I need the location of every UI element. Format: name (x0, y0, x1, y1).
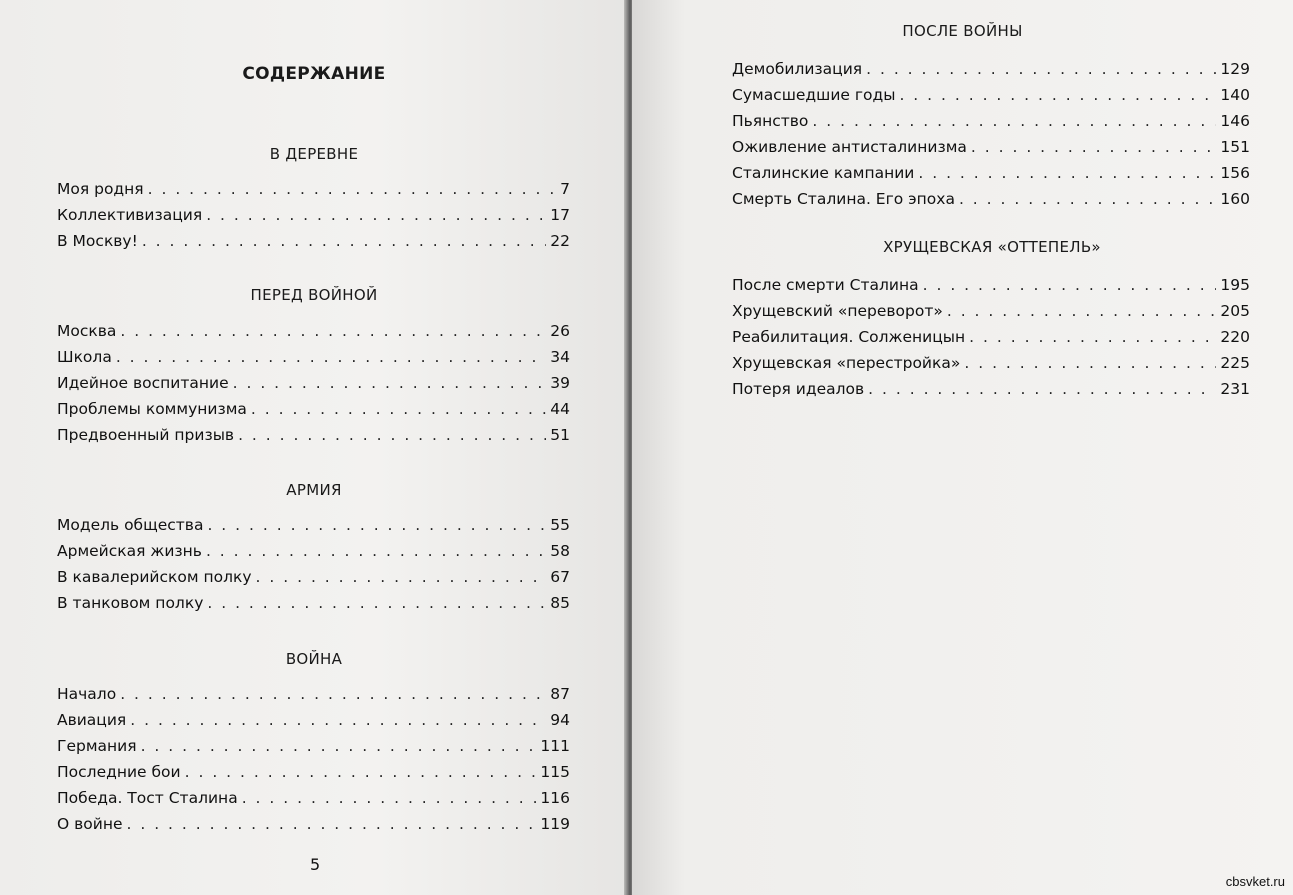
entry-title: Москва (57, 322, 117, 340)
entry-page: 140 (1220, 86, 1250, 104)
leader-dots (866, 60, 1216, 78)
leader-dots (127, 815, 537, 833)
toc-entry[interactable] (57, 374, 570, 392)
leader-dots (251, 400, 546, 418)
entry-title: Победа. Тост Сталина (57, 789, 238, 807)
leader-dots (238, 426, 546, 444)
toc-entry[interactable] (732, 276, 1250, 294)
entry-page: 146 (1220, 112, 1250, 130)
page-number: 5 (310, 855, 321, 874)
section-heading: АРМИЯ (286, 481, 342, 499)
toc-entry[interactable] (57, 516, 570, 534)
leader-dots (242, 789, 537, 807)
section-heading: ПЕРЕД ВОЙНОЙ (250, 286, 378, 304)
leader-dots (256, 568, 547, 586)
entry-title: Реабилитация. Солженицын (732, 328, 966, 346)
entry-title: Школа (57, 348, 112, 366)
toc-entry[interactable] (732, 60, 1250, 78)
leader-dots (206, 206, 546, 224)
entry-page: 58 (550, 542, 570, 560)
entry-page: 39 (550, 374, 570, 392)
entry-page: 34 (550, 348, 570, 366)
leader-dots (971, 138, 1217, 156)
entry-page: 44 (550, 400, 570, 418)
entry-page: 94 (550, 711, 570, 729)
entry-title: Коллективизация (57, 206, 203, 224)
leader-dots (148, 180, 557, 198)
leader-dots (899, 86, 1216, 104)
entry-page: 26 (550, 322, 570, 340)
leader-dots (964, 354, 1216, 372)
entry-page: 22 (550, 232, 570, 250)
entry-title: О войне (57, 815, 123, 833)
entry-page: 231 (1220, 380, 1250, 398)
toc-entry[interactable] (732, 86, 1250, 104)
entry-page: 87 (550, 685, 570, 703)
toc-entry[interactable] (732, 354, 1250, 372)
leader-dots (207, 594, 546, 612)
toc-entry[interactable] (57, 594, 570, 612)
entry-title: Проблемы коммунизма (57, 400, 247, 418)
section-heading: ВОЙНА (285, 650, 343, 668)
toc-entry[interactable] (57, 426, 570, 444)
page-title: СОДЕРЖАНИЕ (242, 64, 386, 84)
entry-page: 115 (540, 763, 570, 781)
toc-entry[interactable] (732, 380, 1250, 398)
toc-entry[interactable] (57, 322, 570, 340)
entry-title: Потеря идеалов (732, 380, 865, 398)
toc-entry[interactable] (732, 302, 1250, 320)
entry-title: После смерти Сталина (732, 276, 919, 294)
leader-dots (923, 276, 1217, 294)
entry-page: 195 (1220, 276, 1250, 294)
entry-page: 205 (1220, 302, 1250, 320)
site-watermark: cbsvket.ru (1225, 874, 1285, 889)
toc-entry[interactable] (57, 685, 570, 703)
entry-title: Хрущевская «перестройка» (732, 354, 961, 372)
toc-entry[interactable] (57, 737, 570, 755)
entry-page: 111 (540, 737, 570, 755)
entry-title: В кавалерийском полку (57, 568, 252, 586)
entry-page: 119 (540, 815, 570, 833)
entry-title: Демобилизация (732, 60, 863, 78)
entry-page: 151 (1220, 138, 1250, 156)
entry-page: 17 (550, 206, 570, 224)
entry-title: Оживление антисталинизма (732, 138, 967, 156)
entry-page: 220 (1220, 328, 1250, 346)
leader-dots (142, 232, 546, 250)
leader-dots (868, 380, 1216, 398)
entry-title: Сумасшедшие годы (732, 86, 896, 104)
entry-page: 129 (1220, 60, 1250, 78)
toc-entry[interactable] (732, 328, 1250, 346)
toc-entry[interactable] (57, 763, 570, 781)
entry-page: 51 (550, 426, 570, 444)
toc-entry[interactable] (57, 568, 570, 586)
entry-title: Германия (57, 737, 137, 755)
entry-title: В Москву! (57, 232, 138, 250)
toc-entry[interactable] (732, 138, 1250, 156)
toc-entry[interactable] (57, 815, 570, 833)
entry-title: Модель общества (57, 516, 204, 534)
entry-page: 7 (560, 180, 570, 198)
left-page (0, 0, 628, 895)
leader-dots (130, 711, 546, 729)
entry-title: Последние бои (57, 763, 181, 781)
entry-title: Предвоенный призыв (57, 426, 235, 444)
entry-title: Авиация (57, 711, 127, 729)
entry-page: 160 (1220, 190, 1250, 208)
entry-page: 156 (1220, 164, 1250, 182)
toc-entry[interactable] (57, 789, 570, 807)
toc-entry[interactable] (57, 711, 570, 729)
leader-dots (141, 737, 537, 755)
leader-dots (185, 763, 537, 781)
leader-dots (207, 516, 546, 534)
leader-dots (120, 322, 546, 340)
toc-entry[interactable] (57, 206, 570, 224)
entry-page: 116 (540, 789, 570, 807)
leader-dots (812, 112, 1216, 130)
toc-entry[interactable] (57, 232, 570, 250)
entry-title: Моя родня (57, 180, 144, 198)
entry-page: 225 (1220, 354, 1250, 372)
entry-title: Хрущевский «переворот» (732, 302, 943, 320)
entry-title: Армейская жизнь (57, 542, 202, 560)
toc-entry[interactable] (732, 112, 1250, 130)
entry-page: 85 (550, 594, 570, 612)
toc-entry[interactable] (732, 190, 1250, 208)
leader-dots (959, 190, 1216, 208)
leader-dots (206, 542, 546, 560)
entry-title: В танковом полку (57, 594, 204, 612)
leader-dots (947, 302, 1217, 320)
entry-page: 67 (550, 568, 570, 586)
entry-title: Пьянство (732, 112, 809, 130)
section-heading: В ДЕРЕВНЕ (269, 145, 359, 163)
toc-entry[interactable] (57, 348, 570, 366)
entry-title: Идейное воспитание (57, 374, 229, 392)
toc-entry[interactable] (732, 164, 1250, 182)
entry-title: Смерть Сталина. Его эпоха (732, 190, 955, 208)
right-page (632, 0, 1293, 895)
entry-page: 55 (550, 516, 570, 534)
leader-dots (120, 685, 546, 703)
toc-entry[interactable] (57, 542, 570, 560)
toc-entry[interactable] (57, 400, 570, 418)
entry-title: Начало (57, 685, 117, 703)
leader-dots (918, 164, 1216, 182)
toc-entry[interactable] (57, 180, 570, 198)
leader-dots (969, 328, 1216, 346)
leader-dots (116, 348, 546, 366)
section-heading: ХРУЩЕВСКАЯ «ОТТЕПЕЛЬ» (883, 238, 1101, 256)
entry-title: Сталинские кампании (732, 164, 915, 182)
leader-dots (233, 374, 547, 392)
section-heading: ПОСЛЕ ВОЙНЫ (902, 22, 1023, 40)
